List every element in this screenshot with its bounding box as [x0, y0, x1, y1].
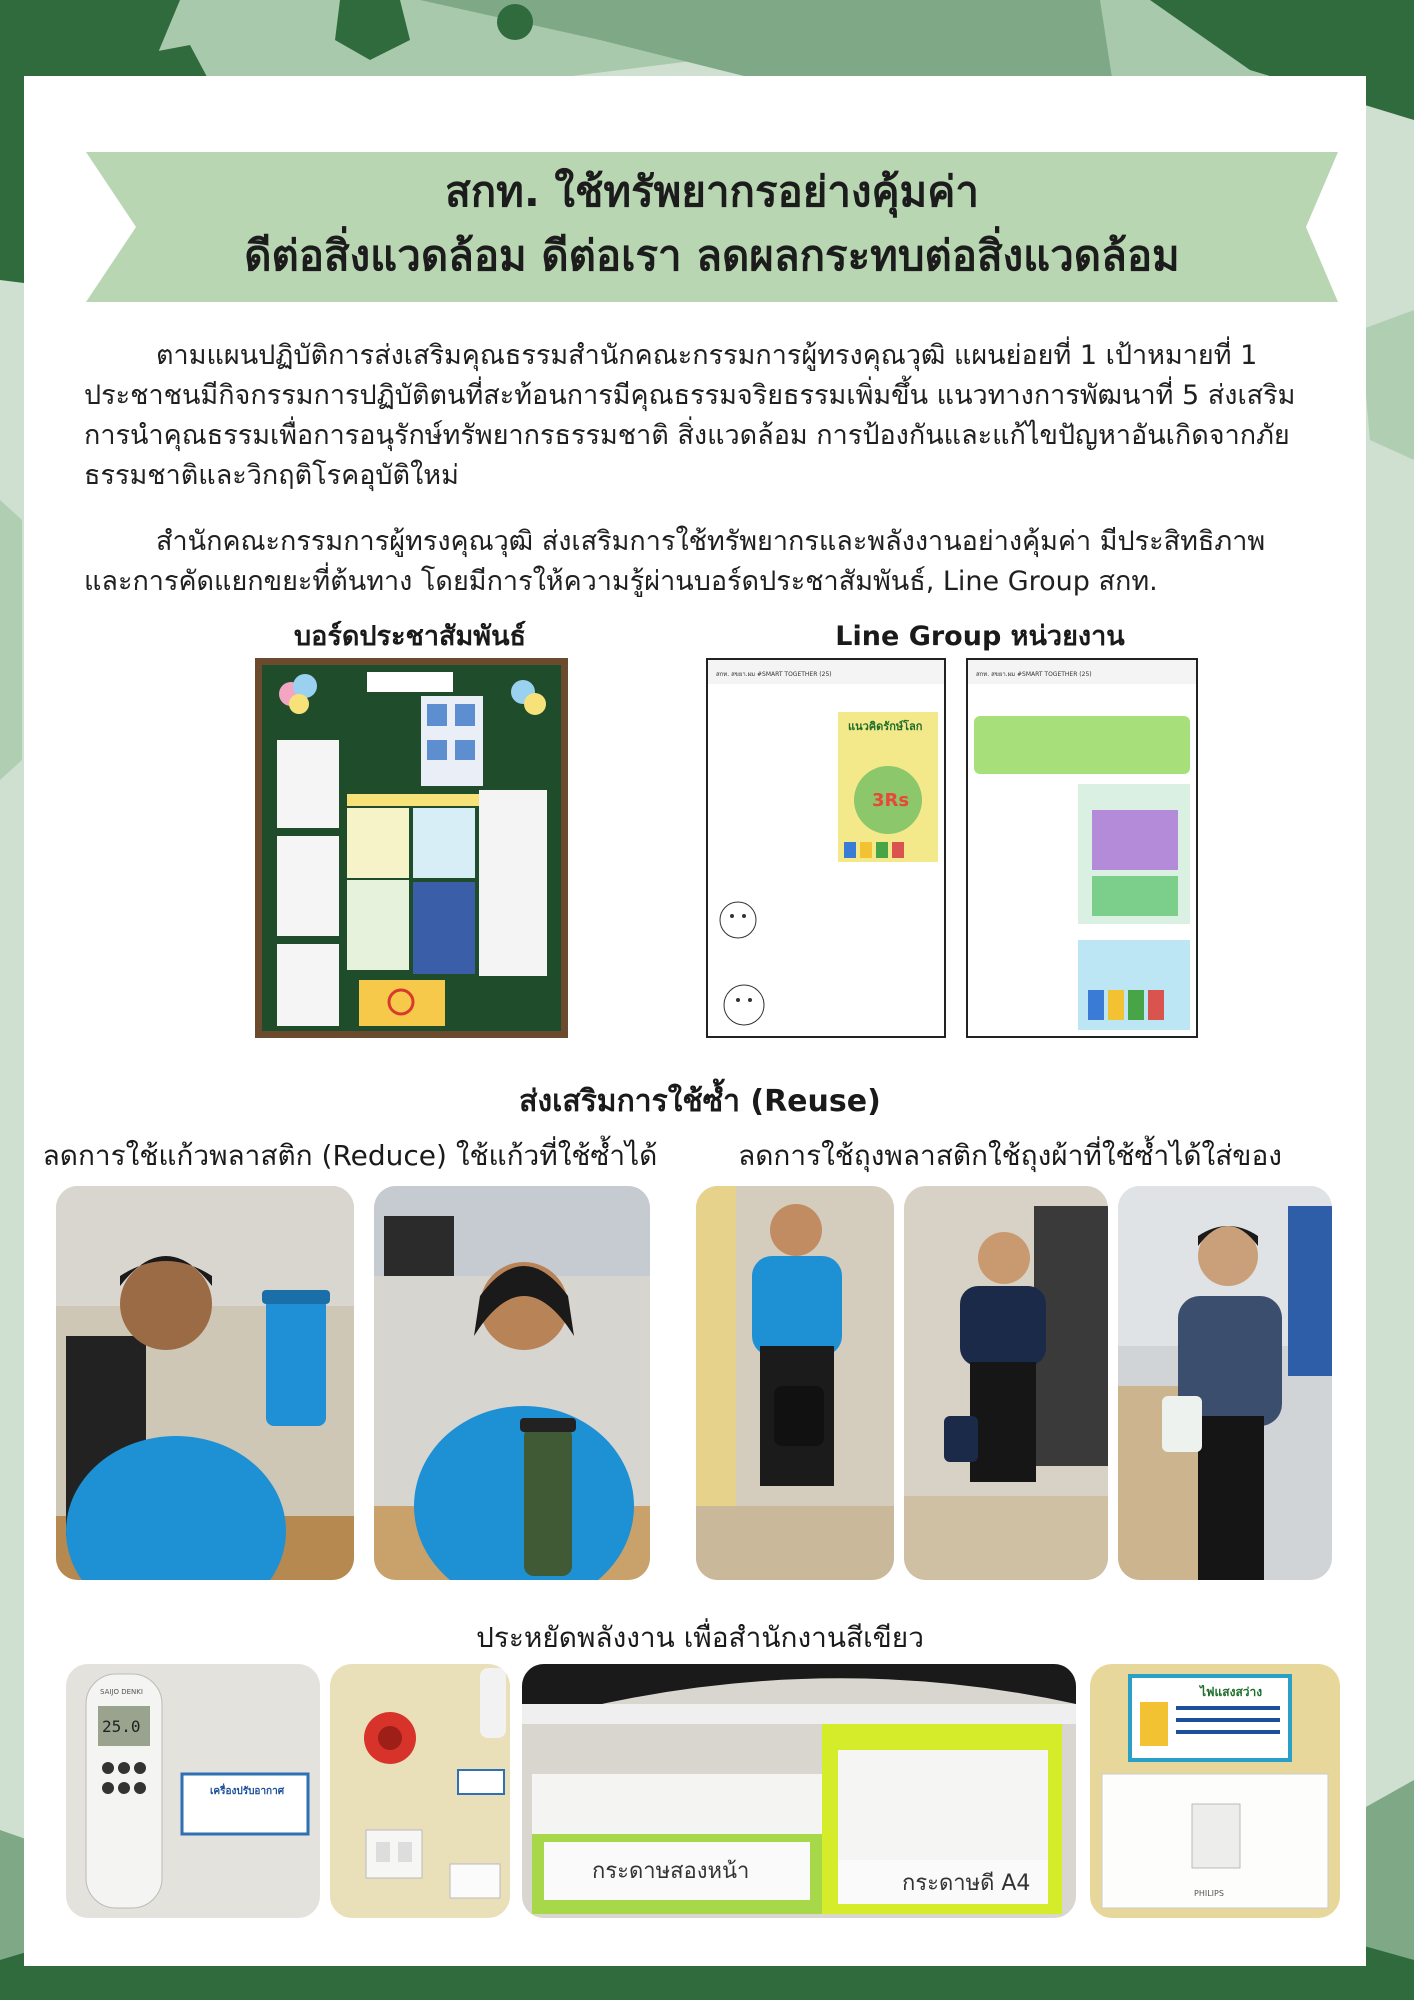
svg-text:PHILIPS: PHILIPS: [1194, 1889, 1224, 1898]
bulletin-board-photo: [255, 658, 568, 1038]
photo-paper-trays: [522, 1664, 1076, 1918]
reduce-bag-caption: ลดการใช้ถุงพลาสติกใช้ถุงผ้าที่ใช้ซ้ำได้ใส่ของ: [738, 1139, 1282, 1172]
board-heading: บอร์ดประชาสัมพันธ์: [293, 621, 527, 652]
photo-man-tumbler: [56, 1186, 354, 1580]
photo-ac-remote: [66, 1664, 320, 1918]
title-line-2: ดีต่อสิ่งแวดล้อม ดีต่อเรา ลดผลกระทบต่อสิ่งแวดล้อม: [244, 231, 1180, 280]
svg-text:สกท. สขยา.ผม #SMART TOGETHER (: สกท. สขยา.ผม #SMART TOGETHER (25): [976, 671, 1092, 678]
svg-text:สกท. สขยา.ผม #SMART TOGETHER (: สกท. สขยา.ผม #SMART TOGETHER (25): [716, 671, 832, 678]
photo-wall-switches: [330, 1664, 510, 1918]
svg-text:SAIJO DENKI: SAIJO DENKI: [100, 1688, 143, 1696]
line-chat-screenshot-2: [966, 658, 1198, 1038]
reuse-heading: ส่งเสริมการใช้ซ้ำ (Reuse): [519, 1084, 881, 1119]
intro-paragraph-2: สำนักคณะกรรมการผู้ทรงคุณวุฒิ ส่งเสริมการใช้ทรัพยากรและพลังงานอย่างคุ้มค่า มีประสิทธิภาพและการคัดแยกขยะที่ต้นทาง โดยมีการให้ความรู้ผ่านบอร์ดประชาสัมพันธ์, Line Group สกท.: [84, 526, 1266, 597]
photo-man-tote-bag: [1118, 1186, 1332, 1580]
photo-woman-tumbler: [374, 1186, 650, 1580]
reduce-cup-caption: ลดการใช้แก้วพลาสติก (Reduce) ใช้แก้วที่ใช้ซ้ำได้: [42, 1139, 658, 1172]
title-line-1: สกท. ใช้ทรัพยากรอย่างคุ้มค่า: [445, 167, 979, 216]
svg-text:กระดาษสองหน้า: กระดาษสองหน้า: [592, 1859, 750, 1884]
svg-text:เครื่องปรับอากาศ: เครื่องปรับอากาศ: [210, 1786, 285, 1797]
photo-light-switch-sign: [1090, 1664, 1340, 1918]
energy-heading: ประหยัดพลังงาน เพื่อสำนักงานสีเขียว: [476, 1621, 924, 1654]
line-group-heading: Line Group หน่วยงาน: [835, 621, 1125, 652]
svg-text:ไฟแสงสว่าง: ไฟแสงสว่าง: [1200, 1685, 1263, 1699]
line-chat-screenshot-1: [706, 658, 946, 1038]
intro-paragraph-1: ตามแผนปฏิบัติการส่งเสริมคุณธรรมสำนักคณะกรรมการผู้ทรงคุณวุฒิ แผนย่อยที่ 1 เป้าหมายที่ 1 ประชาชนมีกิจกรรมการปฏิบัติตนที่สะท้อนการมีคุณธรรมจริยธรรมเพิ่มขึ้น แนวทางการพัฒนาที่ 5 ส่งเสริมการนำคุณธรรมเพื่อการอนุรักษ์ทรัพยากรธรรมชาติ สิ่งแวดล้อม การป้องกันและแก้ไขปัญหาอันเกิดจากภัยธรรมชาติและวิกฤติโรคอุบัติใหม่: [84, 340, 1296, 491]
svg-text:25.0: 25.0: [102, 1717, 141, 1736]
photo-woman-black-bag: [696, 1186, 894, 1580]
svg-text:กระดาษดี A4: กระดาษดี A4: [902, 1871, 1031, 1896]
svg-text:3Rs: 3Rs: [872, 790, 910, 811]
svg-text:แนวคิดรักษ์โลก: แนวคิดรักษ์โลก: [848, 720, 923, 733]
page-title: [86, 160, 1338, 288]
photo-woman-cloth-bag: [904, 1186, 1108, 1580]
